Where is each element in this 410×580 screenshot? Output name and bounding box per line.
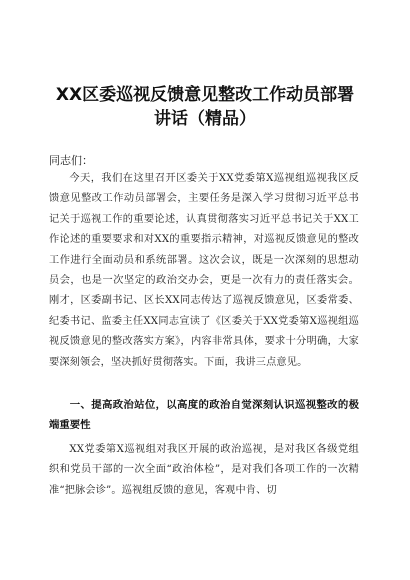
body-paragraph-2: XX党委第X巡视组对我区开展的政治巡视，是对我区各级党组织和党员干部的一次全面“政治体检”，是对我们各项工作的一次精准“把脉会诊”。巡视组反馈的意见，客观中肯、切: [49, 444, 359, 496]
greeting: 同志们：: [49, 154, 93, 167]
document-title-line-1: XX区委巡视反馈意见整改工作动员部署: [55, 85, 355, 105]
body-paragraph-1: 今天，我们在这里召开区委关于XX党委第X巡视组巡视我区反馈意见整改工作动员部署会，主要任务是深入学习贯彻习近平总书记关于巡视工作的重要论述，认真贯彻落实习近平总书记关于XX工作论述的重要要求和对XX的重要指示精神，对巡视反馈意见的整改工作进行全面动员和系统部署。这次会议，既是一次深刻的思想动员会，也是一次坚定的政治交办会，更是一次有力的责任落实会。刚才，区委副书记、区长XX同志传达了巡视反馈意见，区委常委、纪委书记、监委主任XX同志宣读了《区委关于XX党委第X巡视组巡视反馈意见的整改落实方案》，内容非常具体，要求十分明确，大家要深刻领会，坚决抓好贯彻落实。下面，我讲三点意见。: [49, 173, 359, 368]
document-title-line-2: 讲话（精品）: [154, 109, 256, 129]
section-heading-1: 一、提高政治站位，以高度的政治自觉深刻认识巡视整改的极端重要性: [49, 399, 359, 432]
